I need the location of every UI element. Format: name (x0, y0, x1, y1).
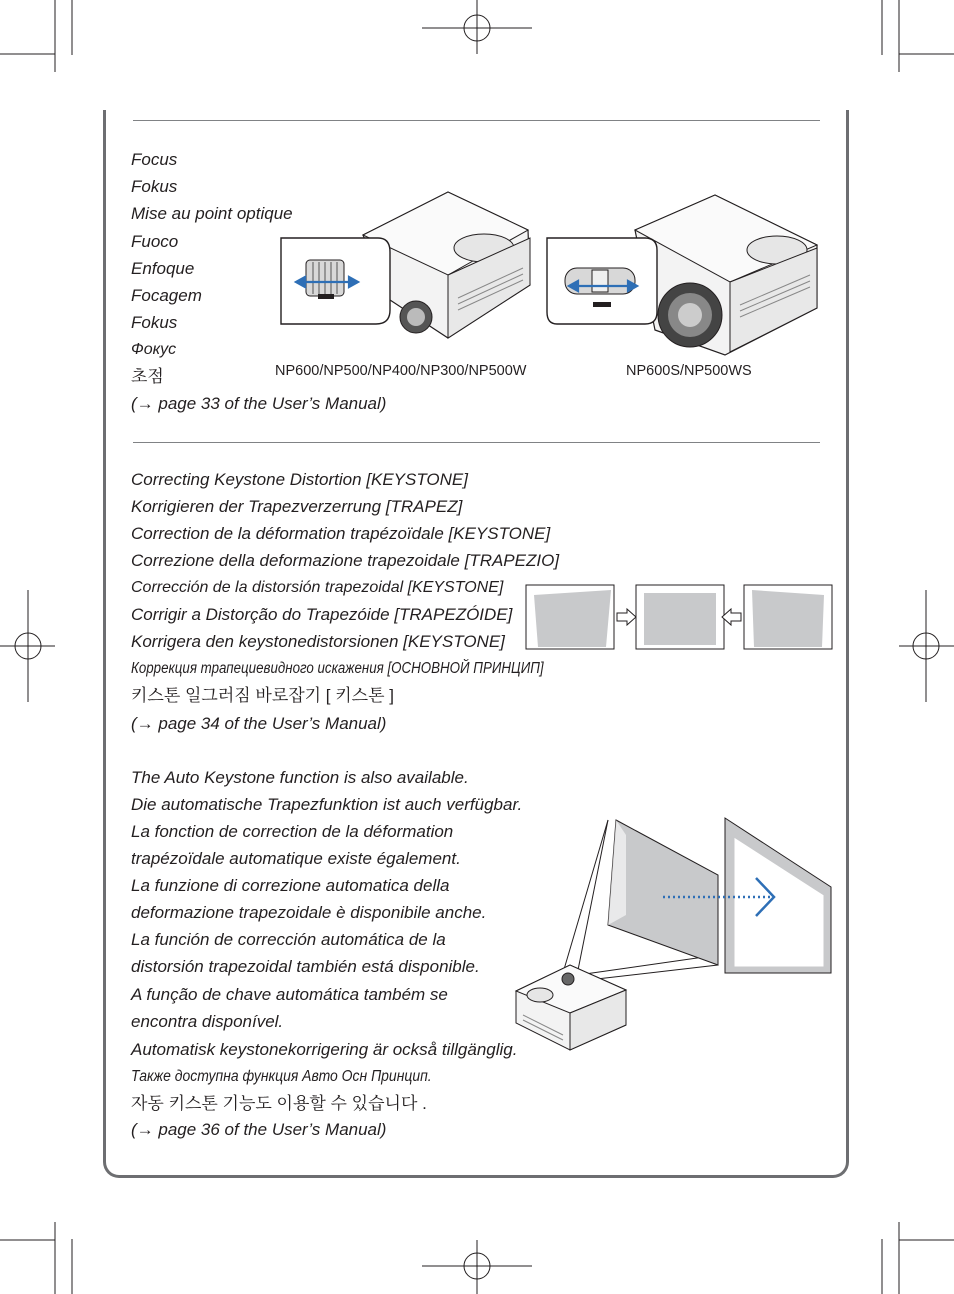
focus-line: Enfoque (131, 259, 195, 278)
projector-focus-illustration (278, 190, 538, 340)
auto-keystone-line: 자동 키스톤 기능도 이용할 수 있습니다 . (131, 1094, 427, 1113)
projector-focus-illustration (545, 190, 825, 360)
auto-keystone-line: Automatisk keystonekorrigering är också tillgänglig. (131, 1040, 518, 1059)
auto-keystone-line: deformazione trapezoidale è disponibile anche. (131, 903, 487, 922)
keystone-line: Correcting Keystone Distortion [KEYSTONE] (131, 470, 468, 489)
section-divider (133, 442, 820, 443)
keystone-line: Korrigieren der Trapezverzerrung [TRAPEZ] (131, 497, 463, 516)
auto-keystone-line: La funzione di correzione automatica della (131, 876, 450, 895)
section-divider (133, 120, 820, 121)
keystone-line: Corrigir a Distorção do Trapezóide [TRAPEZÓIDE] (131, 605, 513, 624)
keystone-line: Коррекция трапециевидного искажения [ОСНОВНОЙ ПРИНЦИП] (131, 660, 544, 677)
focus-line: Fokus (131, 177, 178, 196)
auto-keystone-line: encontra disponível. (131, 1012, 284, 1031)
keystone-line: Corrección de la distorsión trapezoidal [KEYSTONE] (131, 579, 504, 596)
auto-keystone-line: The Auto Keystone function is also available. (131, 768, 469, 787)
focus-line: Фокус (131, 341, 177, 358)
keystone-line: Correzione della deformazione trapezoidale [TRAPEZIO] (131, 551, 560, 570)
focus-line: Focus (131, 150, 178, 169)
focus-line: Mise au point optique (131, 204, 293, 223)
model-caption-left: NP600/NP500/NP400/NP300/NP500W (275, 363, 527, 379)
auto-keystone-diagram (508, 815, 838, 1055)
auto-keystone-line: La función de corrección automática de la (131, 930, 446, 949)
keystone-correction-diagram (526, 585, 836, 655)
focus-line: Fuoco (131, 232, 179, 251)
manual-reference: (→ page 34 of the User’s Manual) (131, 714, 387, 733)
keystone-line: 키스톤 일그러짐 바로잡기 [ 키스톤 ] (131, 686, 394, 705)
model-caption-right: NP600S/NP500WS (626, 363, 752, 379)
auto-keystone-line: trapézoïdale automatique existe également. (131, 849, 461, 868)
auto-keystone-line: Die automatische Trapezfunktion ist auch verfügbar. (131, 795, 523, 814)
focus-line: Focagem (131, 286, 202, 305)
keystone-line: Korrigera den keystonedistorsionen [KEYSTONE] (131, 632, 505, 651)
focus-line: 초점 (131, 367, 164, 386)
focus-line: Fokus (131, 313, 178, 332)
auto-keystone-line: Также доступна функция Авто Осн Принцип. (131, 1068, 432, 1085)
auto-keystone-line: distorsión trapezoidal también está disponible. (131, 957, 480, 976)
keystone-line: Correction de la déformation trapézoïdale [KEYSTONE] (131, 524, 551, 543)
manual-reference: (→ page 33 of the User’s Manual) (131, 394, 387, 413)
auto-keystone-line: A função de chave automática também se (131, 985, 448, 1004)
manual-reference: (→ page 36 of the User’s Manual) (131, 1120, 387, 1139)
auto-keystone-line: La fonction de correction de la déformation (131, 822, 454, 841)
